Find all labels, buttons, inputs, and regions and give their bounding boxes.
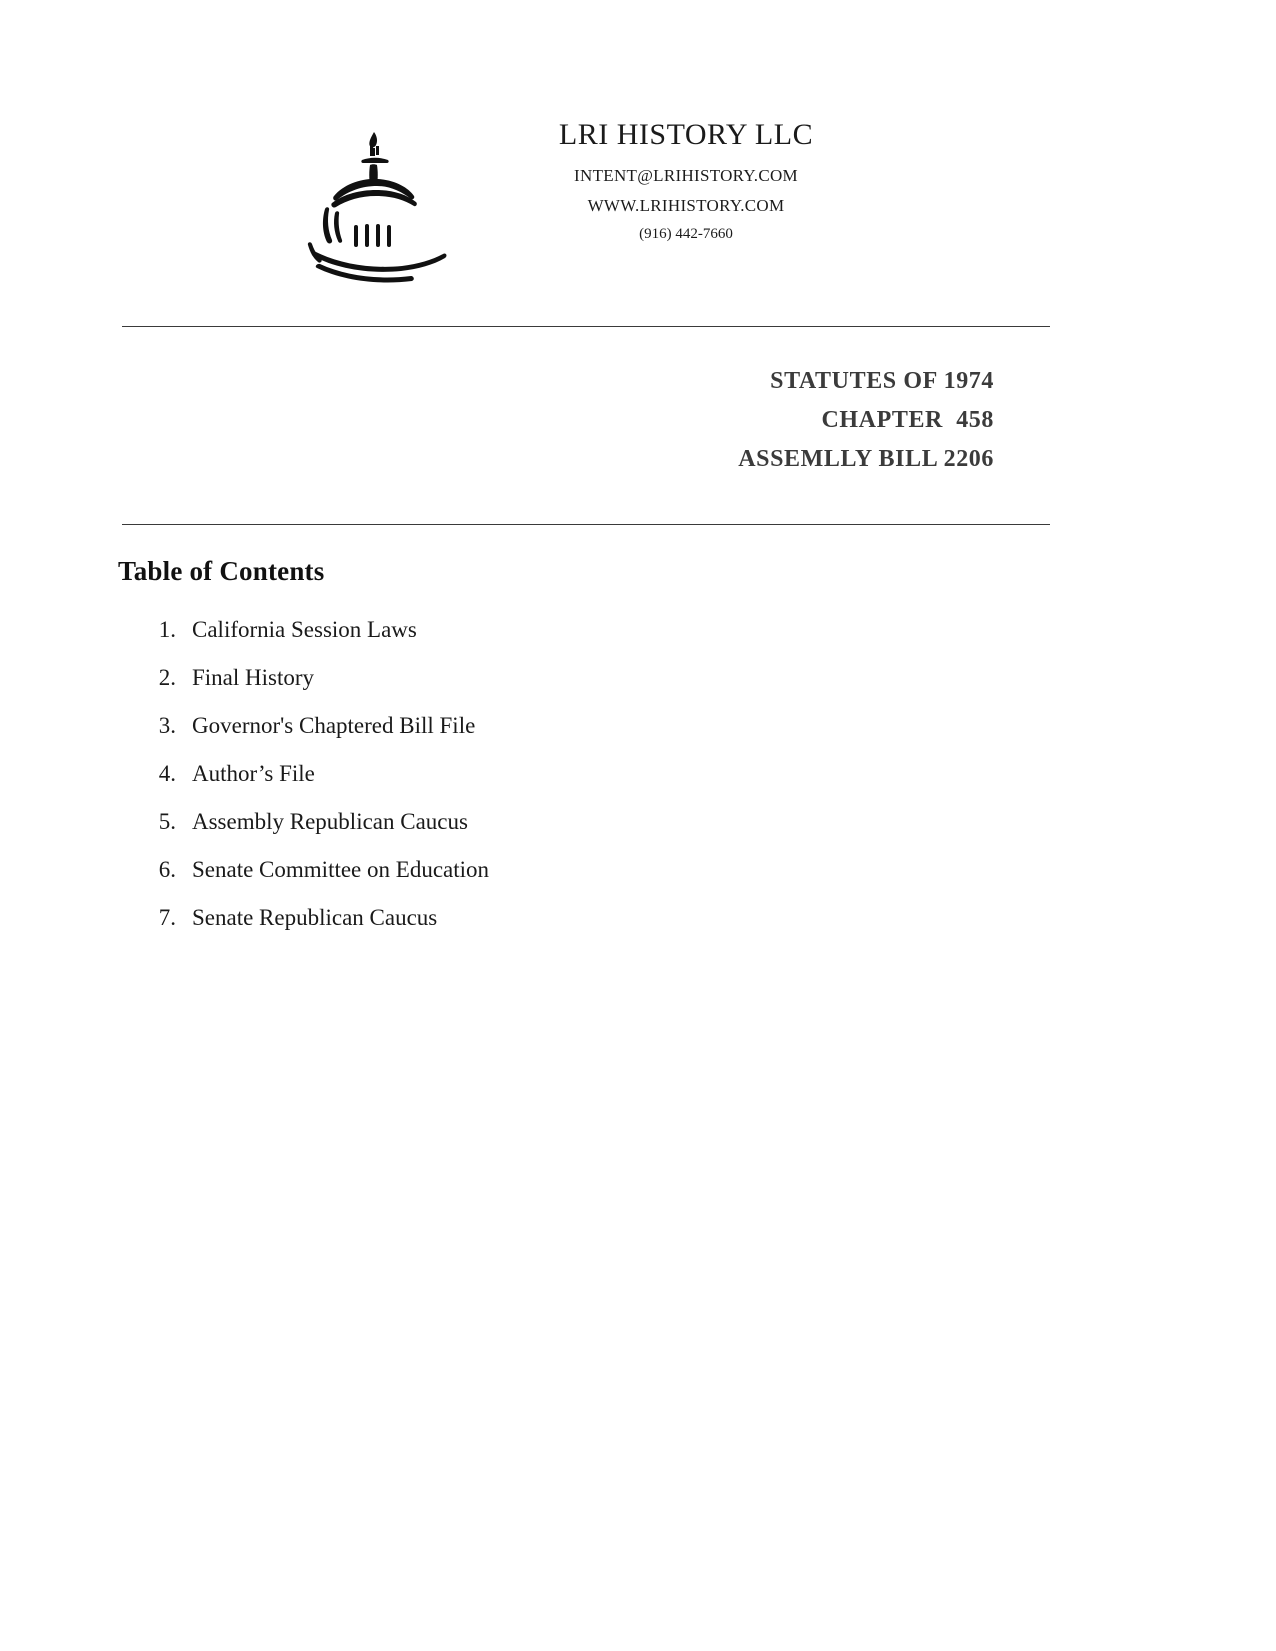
list-item-number: 4. [158,761,176,786]
list-item-label: Author’s File [192,761,315,786]
divider-top [122,326,1050,327]
brand-block [476,118,896,242]
logo [288,118,458,289]
table-of-contents-list [140,618,900,954]
chapter-number: CHAPTER 458 [821,406,994,433]
divider-bottom [122,524,1050,525]
letterhead [0,118,1276,289]
list-item-label: Governor's Chaptered Bill File [192,713,476,738]
list-item [140,762,900,785]
list-item-label: California Session Laws [192,617,417,642]
list-item [140,810,900,833]
list-item-label: Senate Committee on Education [192,857,490,882]
list-item-number: 6. [158,857,176,882]
list-item-number: 2. [158,665,176,690]
company-website: WWW.LRIHISTORY.COM [587,196,785,215]
company-name: LRI HISTORY LLC [558,118,814,151]
list-item-number: 1. [158,617,176,642]
list-item [140,666,900,689]
list-item-number: 7. [158,905,176,930]
list-item [140,618,900,641]
list-item-label: Assembly Republican Caucus [192,809,468,834]
list-item-label: Final History [192,665,315,690]
company-email: INTENT@LRIHISTORY.COM [574,166,798,185]
bill-number: ASSEMLLY BILL 2206 [738,445,994,472]
capitol-dome-icon [298,124,448,289]
list-item [140,714,900,737]
document-title-block [122,362,994,479]
list-item-label: Senate Republican Caucus [192,905,438,930]
table-of-contents-heading: Table of Contents [118,556,325,586]
list-item-number: 3. [158,713,176,738]
company-phone: (916) 442-7660 [639,226,733,242]
list-item [140,858,900,881]
statutes-year: STATUTES OF 1974 [770,368,994,394]
list-item [140,906,900,929]
list-item-number: 5. [158,809,176,834]
